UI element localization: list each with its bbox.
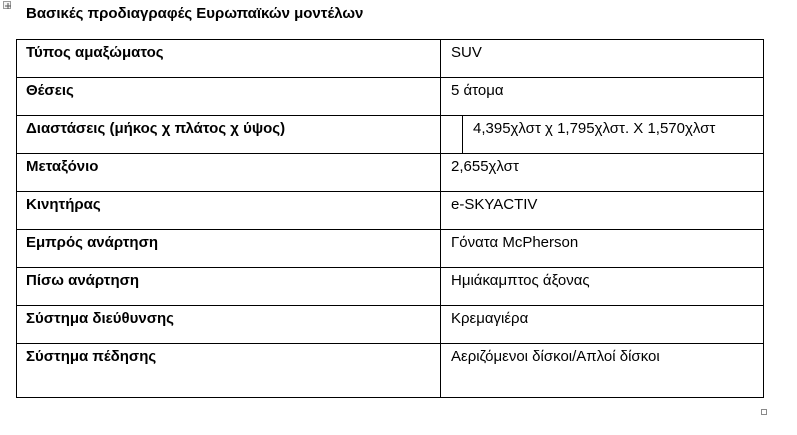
spec-value-wheelbase[interactable]: 2,655χλστ xyxy=(441,154,764,192)
spec-label-rear-suspension[interactable]: Πίσω ανάρτηση xyxy=(17,268,441,306)
table-row xyxy=(17,192,764,230)
specifications-table xyxy=(16,39,764,398)
spec-label-wheelbase[interactable]: Μεταξόνιο xyxy=(17,154,441,192)
spec-label-steering[interactable]: Σύστημα διεύθυνσης xyxy=(17,306,441,344)
spec-label-seats[interactable]: Θέσεις xyxy=(17,78,441,116)
table-row xyxy=(17,78,764,116)
spec-value-body-type[interactable]: SUV xyxy=(441,40,764,78)
spec-label-dimensions[interactable]: Διαστάσεις (μήκος χ πλάτος χ ύψος) xyxy=(17,116,441,154)
cell-divider xyxy=(462,116,463,153)
spec-value-rear-suspension[interactable]: Ημιάκαμπτος άξονας xyxy=(441,268,764,306)
spec-value-steering[interactable]: Κρεμαγιέρα xyxy=(441,306,764,344)
spec-value-front-suspension[interactable]: Γόνατα McPherson xyxy=(441,230,764,268)
table-row xyxy=(17,306,764,344)
spec-value-seats[interactable]: 5 άτομα xyxy=(441,78,764,116)
table-row xyxy=(17,268,764,306)
spec-label-body-type[interactable]: Τύπος αμαξώματος xyxy=(17,40,441,78)
move-arrows-icon xyxy=(4,2,12,10)
table-row xyxy=(17,40,764,78)
document-heading: Βασικές προδιαγραφές Ευρωπαϊκών μοντέλων xyxy=(26,5,364,22)
spec-label-engine[interactable]: Κινητήρας xyxy=(17,192,441,230)
spec-value-engine[interactable]: e-SKYACTIV xyxy=(441,192,764,230)
table-row xyxy=(17,230,764,268)
spec-value-brakes[interactable]: Αεριζόμενοι δίσκοι/Απλοί δίσκοι xyxy=(441,344,764,398)
table-row xyxy=(17,116,764,154)
spec-value-dimensions: 4,395χλστ χ 1,795χλστ. Χ 1,570χλστ xyxy=(473,120,716,137)
table-row xyxy=(17,154,764,192)
table-resize-handle[interactable] xyxy=(761,409,767,415)
spec-label-brakes[interactable]: Σύστημα πέδησης xyxy=(17,344,441,398)
spec-value-dimensions-cell[interactable] xyxy=(441,116,764,154)
table-move-handle[interactable] xyxy=(3,1,11,9)
table-row xyxy=(17,344,764,398)
spec-label-front-suspension[interactable]: Εμπρός ανάρτηση xyxy=(17,230,441,268)
